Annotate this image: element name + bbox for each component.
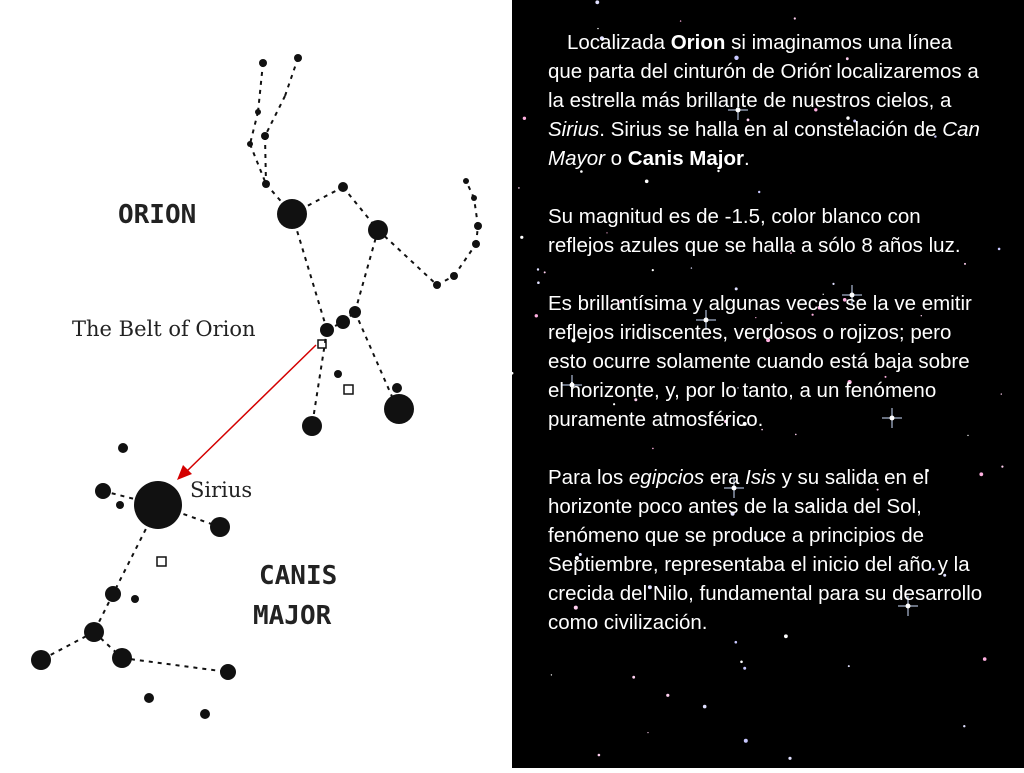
p4-text-c: era [704,466,746,489]
p1-orion-bold: Orion [670,31,726,54]
p1-sirius-italic: Sirius [548,118,600,141]
constellation-diagram [0,0,512,768]
paragraph-4 [548,463,988,637]
p1-canis-major-bold: Canis Major [627,147,744,170]
star-dot [551,674,552,675]
paragraph-2: Su magnitud es de -1.5, color blanco con reflejos azules que se halla a sólo 8 años luz. [548,205,961,257]
star-dot [537,268,539,270]
sirius-label: Sirius [190,478,253,502]
p4-isis-italic: Isis [745,466,776,489]
p1-text-g: o [604,147,628,170]
star-dot [963,725,965,727]
star-dot [632,676,635,679]
canis-label: CANIS [259,561,338,591]
major-label: MAJOR [253,601,332,631]
paragraph-3: Es brillantísima y algunas veces se la ve emitir reflejos iridiscentes, verdosos o rojizos; pero esto ocurre solamente cuando está baja sobre el horizonte, y, por lo tanto, a un fenómeno puramente atmosférico. [548,292,972,431]
star-chart [0,0,512,768]
orion-lines [250,58,478,426]
star-dot [666,694,669,697]
star-dot [535,314,538,317]
star-dot [794,17,796,19]
star-dot [743,667,746,670]
nebula-marks [157,340,353,566]
p4-text-a: Para los [548,466,629,489]
orion-label: ORION [118,200,197,230]
star-dot [523,117,526,120]
paragraph-1 [548,28,988,173]
canis-major-lines [41,491,228,672]
description-text [548,28,988,666]
star-dot [703,705,707,709]
p1-can-mayor-italic: Can Mayor [548,118,980,170]
star-dot [647,732,648,733]
star-dot [518,187,520,189]
star-dot [1001,466,1003,468]
star-dot [744,739,748,743]
star-dot [680,20,681,21]
p1-text-a: Localizada [567,31,671,54]
star-dot [788,757,791,760]
starfield-panel [512,0,1024,768]
star-dot [1001,393,1002,394]
star-dot [998,248,1001,251]
p4-text-e: y su salida en el horizonte poco antes de la salida del Sol, fenómeno que se produce a principios de Septiembre, representaba el inicio del año y la crecida del Nilo, fundamental para su desarrollo como civilización. [548,466,983,634]
p1-text-e: . Sirius se halla en al constelación de [599,118,943,141]
arrow-belt-to-sirius [177,345,316,480]
star-dot [595,0,599,4]
star-dot [512,372,513,375]
star-dot [520,236,523,239]
p1-text-i: . [743,147,750,170]
star-dot [598,754,601,757]
star-dot [544,271,546,273]
p4-egipcios-italic: egipcios [628,466,705,489]
p1-text-c: si imaginamos una línea que parta del cinturón de Orión localizaremos a la estrella más brillante de nuestros cielos, a [548,31,979,112]
star-dot [537,281,540,284]
belt-label: The Belt of Orion [72,317,256,341]
